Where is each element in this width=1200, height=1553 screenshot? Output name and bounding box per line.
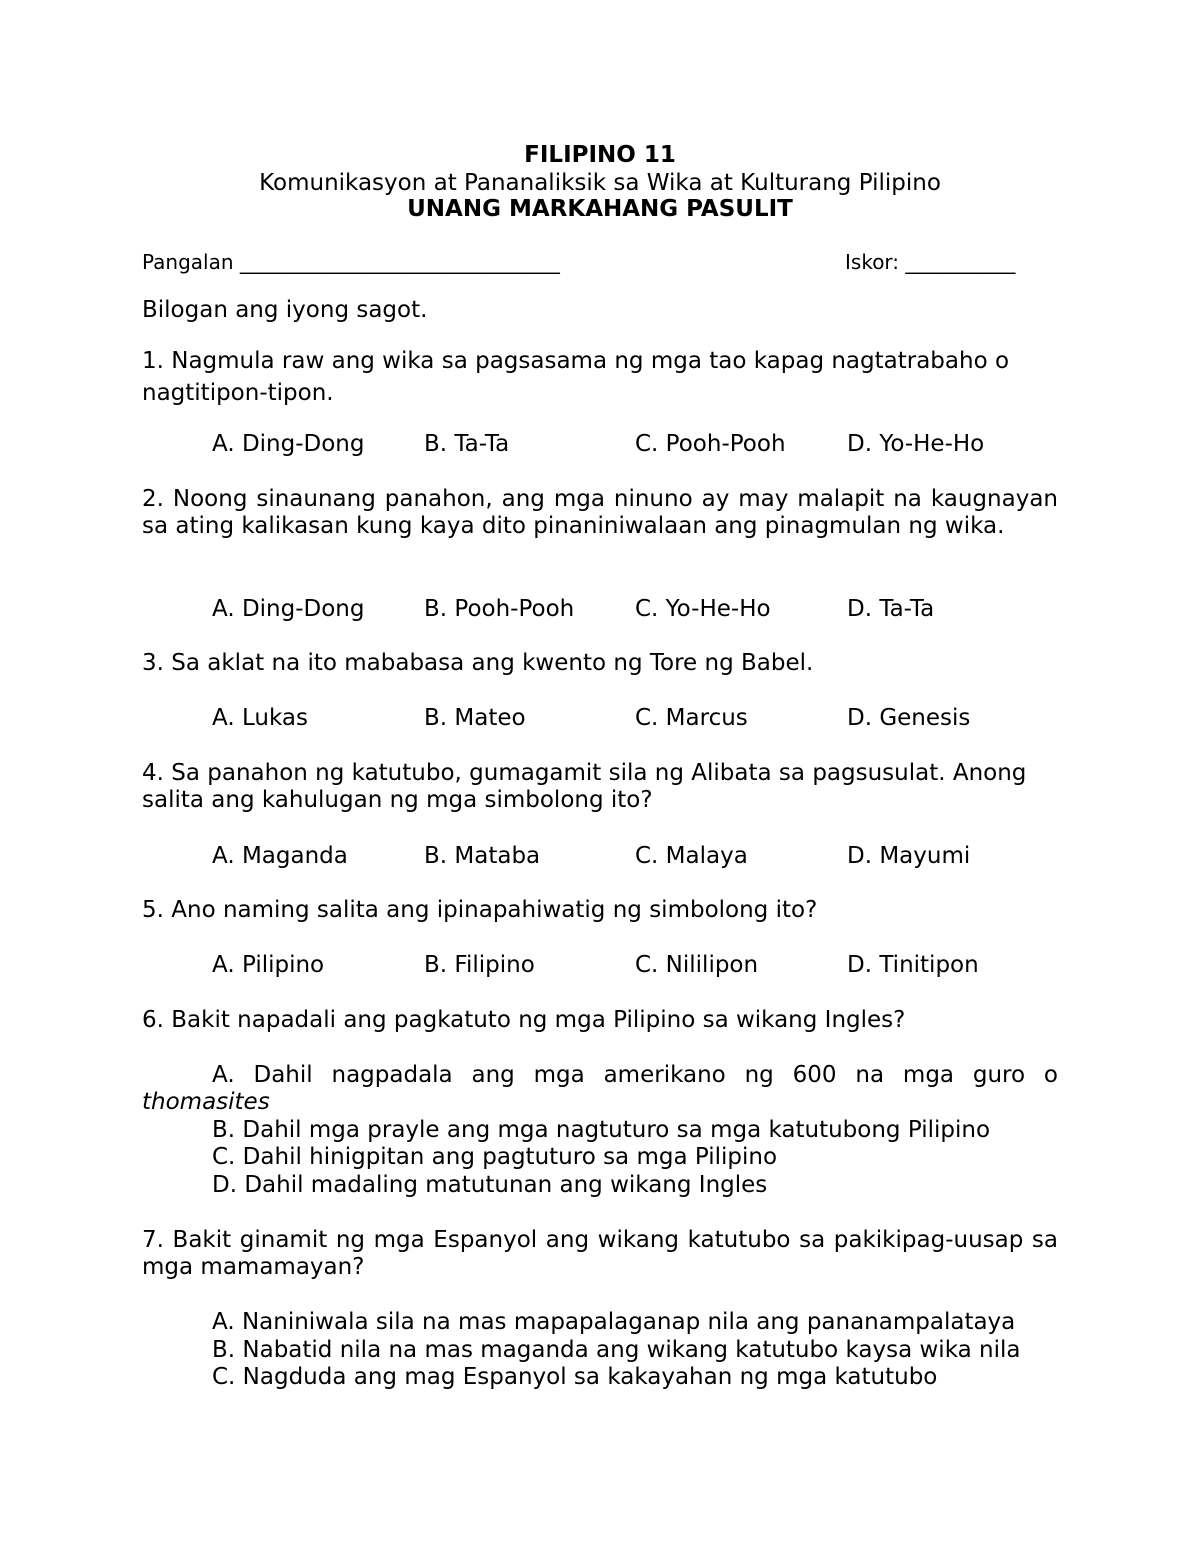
q3-option-c: C. Marcus bbox=[635, 705, 748, 731]
q5-option-a: A. Pilipino bbox=[212, 952, 325, 978]
q3-option-b: B. Mateo bbox=[424, 705, 526, 731]
q5-option-c: C. Nililipon bbox=[635, 952, 759, 978]
q2-option-a: A. Ding-Dong bbox=[212, 596, 365, 622]
q6-option-a-text: A. Dahil nagpadala ang mga amerikano ng 600 na mga guro o bbox=[212, 1062, 1058, 1088]
q1-option-d: D. Yo-He-Ho bbox=[847, 431, 985, 457]
question-4-line2: salita ang kahulugan ng mga simbolong ito? bbox=[142, 787, 653, 813]
q3-option-a: A. Lukas bbox=[212, 705, 308, 731]
course-title: Komunikasyon at Pananaliksik sa Wika at Kulturang Pilipino bbox=[259, 170, 941, 196]
question-7: 7. Bakit ginamit ng mga Espanyol ang wikang katutubo sa pakikipag-uusap sa mga mamamayan? bbox=[142, 1227, 1058, 1280]
q6-option-d: D. Dahil madaling matutunan ang wikang Ingles bbox=[212, 1172, 768, 1198]
q4-option-c: C. Malaya bbox=[635, 843, 748, 869]
q1-option-a: A. Ding-Dong bbox=[212, 431, 365, 457]
question-5: 5. Ano naming salita ang ipinapahiwatig ng simbolong ito? bbox=[142, 897, 818, 923]
q4-option-b: B. Mataba bbox=[424, 843, 541, 869]
q7-option-b: B. Nabatid nila na mas maganda ang wikang katutubo kaysa wika nila bbox=[212, 1337, 1021, 1363]
subject-title: FILIPINO 11 bbox=[524, 142, 676, 168]
score-field: Iskor: ___________ bbox=[845, 250, 1016, 274]
question-3: 3. Sa aklat na ito mababasa ang kwento ng Tore ng Babel. bbox=[142, 650, 814, 676]
q2-option-b: B. Pooh-Pooh bbox=[424, 596, 575, 622]
q7-option-c: C. Nagduda ang mag Espanyol sa kakayahan ng mga katutubo bbox=[212, 1364, 938, 1390]
q1-option-c: C. Pooh-Pooh bbox=[635, 431, 786, 457]
q2-option-c: C. Yo-He-Ho bbox=[635, 596, 771, 622]
exam-title: UNANG MARKAHANG PASULIT bbox=[407, 196, 793, 222]
instruction: Bilogan ang iyong sagot. bbox=[142, 297, 428, 323]
q5-option-d: D. Tinitipon bbox=[847, 952, 979, 978]
q7-option-a: A. Naniniwala sila na mas mapapalaganap nila ang pananampalataya bbox=[212, 1309, 1016, 1335]
q3-option-d: D. Genesis bbox=[847, 705, 971, 731]
q5-option-b: B. Filipino bbox=[424, 952, 535, 978]
q4-option-d: D. Mayumi bbox=[847, 843, 971, 869]
name-field: Pangalan ________________________________ bbox=[142, 250, 560, 274]
q1-option-b: B. Ta-Ta bbox=[424, 431, 510, 457]
q4-option-a: A. Maganda bbox=[212, 843, 348, 869]
q2-option-d: D. Ta-Ta bbox=[847, 596, 935, 622]
q6-option-b: B. Dahil mga prayle ang mga nagtuturo sa mga katutubong Pilipino bbox=[212, 1117, 991, 1143]
q6-option-a-italic: thomasites bbox=[142, 1089, 270, 1115]
question-1-line2: nagtitipon-tipon. bbox=[142, 380, 334, 406]
question-6: 6. Bakit napadali ang pagkatuto ng mga Pilipino sa wikang Ingles? bbox=[142, 1007, 906, 1033]
q6-option-c: C. Dahil hinigpitan ang pagtuturo sa mga Pilipino bbox=[212, 1144, 778, 1170]
q6-option-a bbox=[142, 1062, 1058, 1116]
question-4-line1: 4. Sa panahon ng katutubo, gumagamit sila ng Alibata sa pagsusulat. Anong bbox=[142, 760, 1027, 786]
question-2: 2. Noong sinaunang panahon, ang mga ninuno ay may malapit na kaugnayan sa ating kalikasan kung kaya dito pinaniniwalaan ang pinagmulan ng wika. bbox=[142, 486, 1058, 539]
question-1-line1: 1. Nagmula raw ang wika sa pagsasama ng mga tao kapag nagtatrabaho o bbox=[142, 348, 1010, 374]
